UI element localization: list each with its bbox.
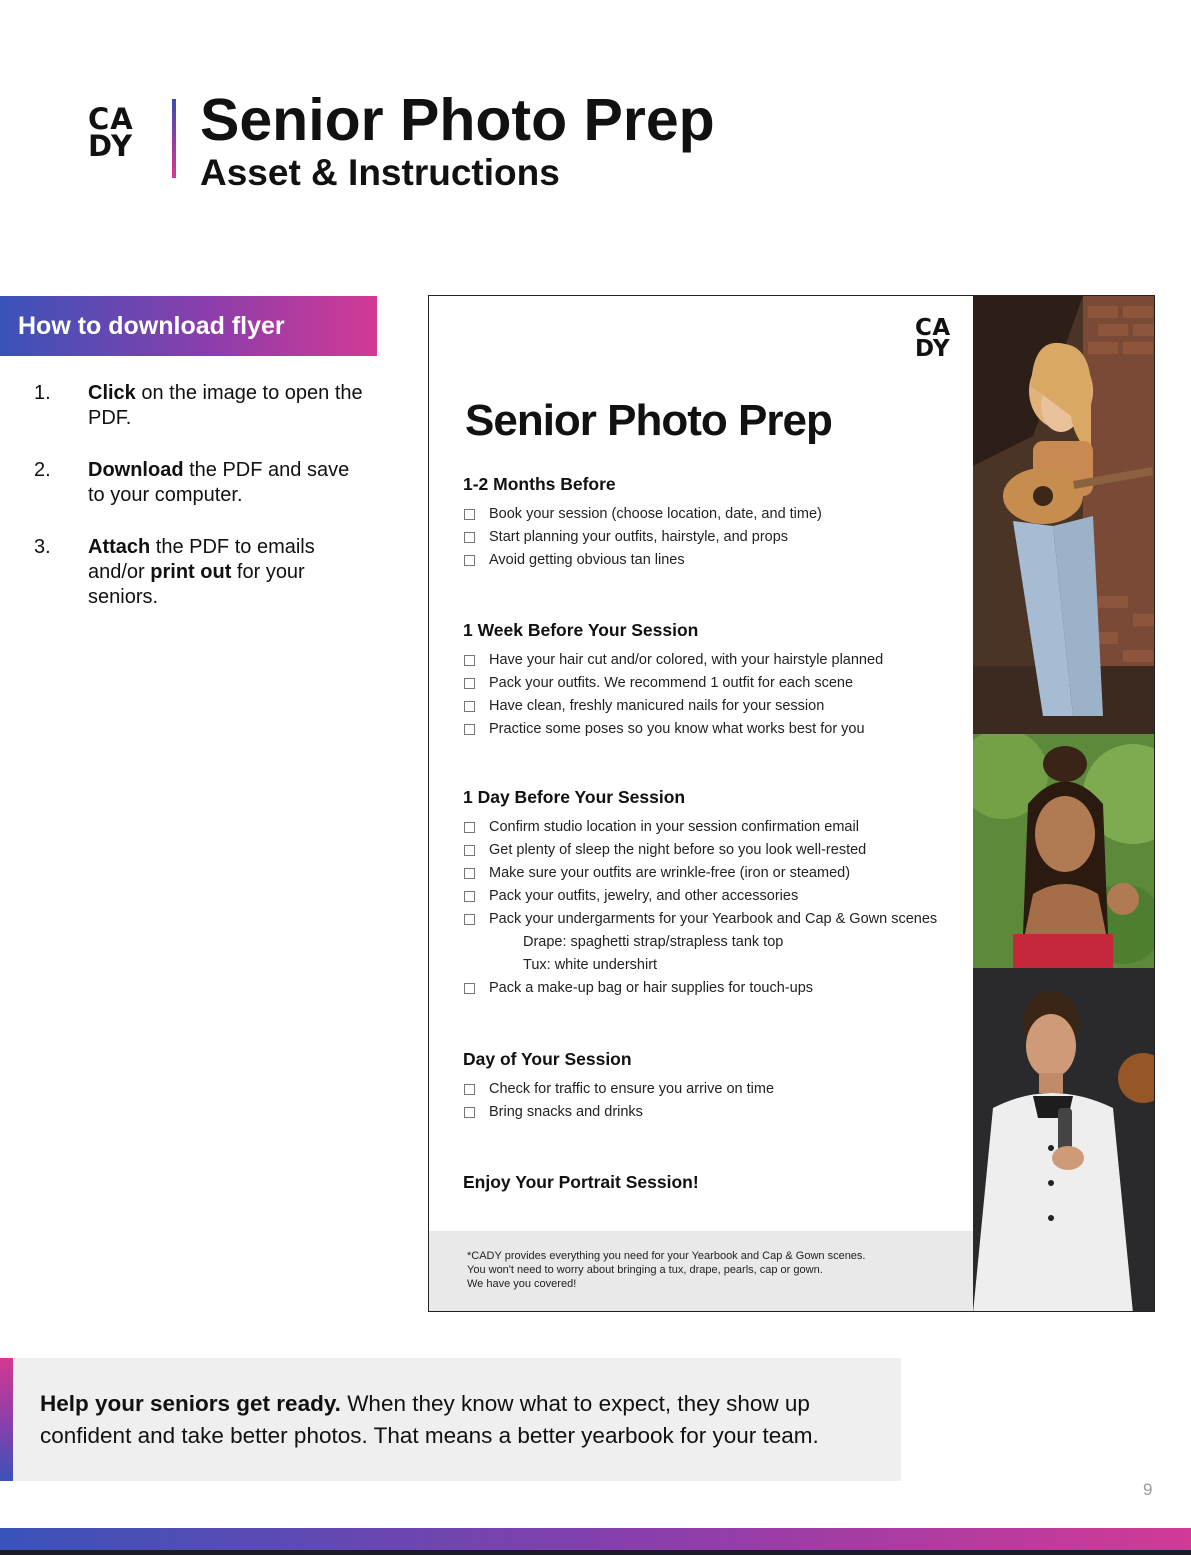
section-heading: 1 Day Before Your Session [463, 787, 686, 807]
step-bold: print out [150, 561, 232, 583]
section-heading: 1-2 Months Before [463, 474, 616, 494]
checklist-item [463, 1078, 963, 1101]
photo-guitar-senior [973, 296, 1155, 734]
photo-braids-senior [973, 734, 1155, 968]
footer-dark-strip [0, 1550, 1191, 1555]
checkbox-icon [464, 1107, 475, 1118]
checklist-item [463, 718, 963, 741]
callout-accent-bar [0, 1358, 13, 1481]
cady-logo [88, 102, 134, 163]
flyer-photos [973, 296, 1155, 1312]
step-text: on the image to open the PDF. [88, 382, 363, 429]
checklist-text: Confirm studio location in your session confirmation email [489, 819, 859, 835]
flyer-footer-note [429, 1231, 973, 1312]
checklist-text: Pack a make-up bag or hair supplies for touch-ups [489, 980, 814, 996]
checklist-item [463, 885, 963, 908]
checklist-text: Have your hair cut and/or colored, with your hairstyle planned [489, 652, 884, 668]
step-number: 2. [34, 459, 51, 481]
section-week-before [463, 620, 963, 741]
callout-bold: Help your seniors get ready. [40, 1391, 341, 1416]
step-item [34, 458, 364, 508]
section-day-before [463, 787, 963, 1000]
checkbox-icon [464, 724, 475, 735]
checklist-subtext: Drape: spaghetti strap/strapless tank top [523, 934, 784, 950]
flyer-title: Senior Photo Prep [465, 396, 832, 445]
flyer-preview[interactable] [428, 295, 1155, 1312]
checklist-text: Pack your outfits. We recommend 1 outfit for each scene [489, 675, 854, 691]
step-number: 3. [34, 536, 51, 558]
checklist-item [463, 977, 963, 1000]
step-bold: Download [88, 459, 184, 481]
checklist-item [463, 672, 963, 695]
page-subtitle: Asset & Instructions [200, 152, 560, 193]
section-heading: Day of Your Session [463, 1049, 632, 1069]
checklist-item [463, 649, 963, 672]
step-bold: Attach [88, 536, 151, 558]
section-day-of [463, 1049, 963, 1124]
checkbox-icon [464, 914, 475, 925]
checkbox-icon [464, 868, 475, 879]
checklist-text: Pack your outfits, jewelry, and other accessories [489, 888, 799, 904]
checklist-text: Check for traffic to ensure you arrive on time [489, 1081, 775, 1097]
checklist-text: Make sure your outfits are wrinkle-free (iron or steamed) [489, 865, 851, 881]
header-divider [172, 99, 176, 178]
footer-line: You won't need to worry about bringing a tux, drape, pearls, cap or gown. [467, 1264, 823, 1276]
step-text: the PDF and save to your computer. [88, 459, 350, 506]
step-item [34, 535, 364, 610]
checklist-item [463, 908, 963, 931]
checklist-item [463, 503, 963, 526]
footer-line: We have you covered! [467, 1278, 577, 1290]
checklist-item [463, 816, 963, 839]
checklist-item [463, 862, 963, 885]
checklist-subtext: Tux: white undershirt [523, 957, 658, 973]
flyer-logo-line-2: DY [915, 336, 951, 362]
checkbox-icon [464, 555, 475, 566]
checkbox-icon [464, 678, 475, 689]
callout-text [40, 1388, 890, 1452]
checkbox-icon [464, 701, 475, 712]
checklist-text: Bring snacks and drinks [489, 1104, 643, 1120]
logo-line-1: CA [88, 102, 134, 136]
logo-line-2: DY [88, 129, 133, 163]
checkbox-icon [464, 509, 475, 520]
checkbox-icon [464, 983, 475, 994]
download-banner: How to download flyer [0, 296, 377, 356]
checklist-item [463, 549, 963, 572]
step-text: the PDF to emails and/or [88, 536, 315, 583]
checklist-item [463, 1101, 963, 1124]
flyer-closing: Enjoy Your Portrait Session! [463, 1172, 699, 1192]
footer-gradient-bar [0, 1528, 1191, 1555]
checklist-subitem [463, 954, 963, 977]
step-bold: Click [88, 382, 136, 404]
checkbox-icon [464, 891, 475, 902]
flyer-logo [915, 315, 951, 362]
photo-chef-senior [973, 968, 1155, 1312]
checklist-text: Book your session (choose location, date, and time) [489, 506, 822, 522]
step-text: for your seniors. [88, 561, 305, 608]
checklist-text: Have clean, freshly manicured nails for your session [489, 698, 825, 714]
checklist-item [463, 839, 963, 862]
flyer-logo-line-1: CA [915, 315, 951, 341]
download-steps [34, 381, 364, 637]
footer-line: *CADY provides everything you need for your Yearbook and Cap & Gown scenes. [467, 1250, 866, 1262]
page-number: 9 [1143, 1480, 1153, 1499]
checkbox-icon [464, 532, 475, 543]
checklist-subitem [463, 931, 963, 954]
checklist-text: Pack your undergarments for your Yearbook and Cap & Gown scenes [489, 911, 938, 927]
step-item [34, 381, 364, 431]
section-months-before [463, 474, 963, 572]
checkbox-icon [464, 845, 475, 856]
checklist-item [463, 526, 963, 549]
checklist-text: Start planning your outfits, hairstyle, and props [489, 529, 789, 545]
section-heading: 1 Week Before Your Session [463, 620, 699, 640]
callout-box [0, 1358, 901, 1481]
checklist-text: Get plenty of sleep the night before so you look well-rested [489, 842, 867, 858]
checklist-text: Avoid getting obvious tan lines [489, 552, 685, 568]
callout-body: When they know what to expect, they show up confident and take better photos. That means a better yearbook for your team. [40, 1391, 819, 1448]
checkbox-icon [464, 822, 475, 833]
checklist-text: Practice some poses so you know what works best for you [489, 721, 865, 737]
page-title: Senior Photo Prep [200, 87, 715, 153]
checkbox-icon [464, 1084, 475, 1095]
checklist-item [463, 695, 963, 718]
checkbox-icon [464, 655, 475, 666]
step-number: 1. [34, 382, 51, 404]
